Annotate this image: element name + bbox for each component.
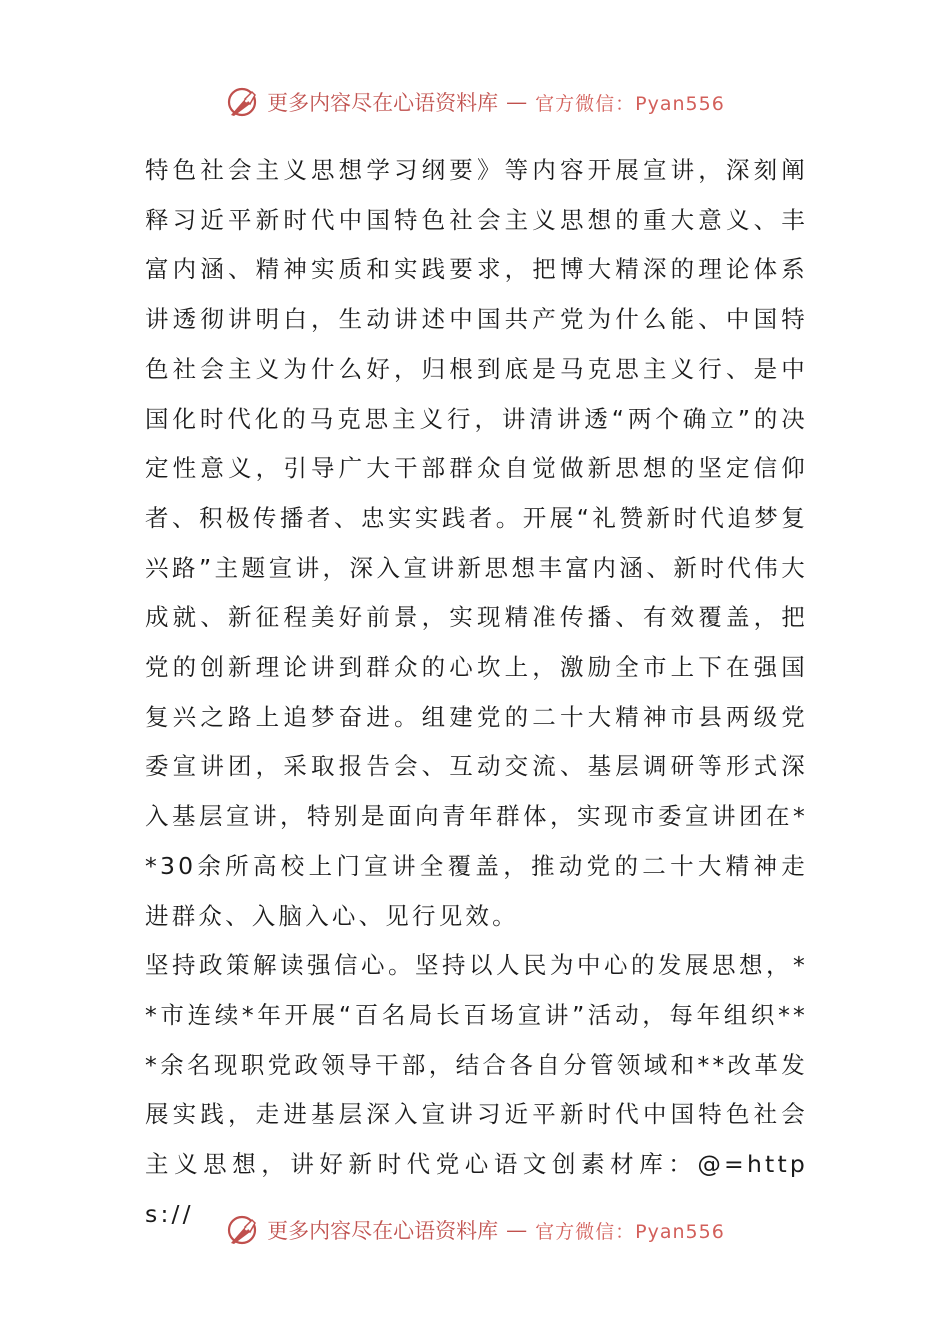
footer-brand-text: 更多内容尽在心语资料库: [267, 1219, 499, 1243]
header-contact-text: 官方微信：Pyan556: [535, 92, 725, 115]
footer-watermark: [0, 1210, 950, 1250]
body-paragraph-1: 特色社会主义思想学习纲要》等内容开展宣讲，深刻阐释习近平新时代中国特色社会主义思想的重大意义、丰富内涵、精神实质和实践要求，把博大精深的理论体系讲透彻讲明白，生动讲述中国共产党为什么能、中国特色社会主义为什么好，归根到底是马克思主义行、是中国化时代化的马克思主义行，讲清讲透“两个确立”的决定性意义，引导广大干部群众自觉做新思想的坚定信仰者、积极传播者、忠实实践者。开展“礼赞新时代追梦复兴路”主题宣讲，深入宣讲新思想丰富内涵、新时代伟大成就、新征程美好前景，实现精准传播、有效覆盖，把党的创新理论讲到群众的心坎上，激励全市上下在强国复兴之路上追梦奋进。组建党的二十大精神市县两级党委宣讲团，采取报告会、互动交流、基层调研等形式深入基层宣讲，特别是面向青年群体，实现市委宣讲团在**30余所高校上门宣讲全覆盖，推动党的二十大精神走进群众、入脑入心、见行见效。: [145, 156, 808, 930]
header-watermark: [0, 82, 950, 122]
header-brand-text: 更多内容尽在心语资料库: [267, 91, 499, 115]
body-paragraph-2: 坚持政策解读强信心。坚持以人民为中心的发展思想，**市连续*年开展“百名局长百场宣讲”活动，每年组织***余名现职党政领导干部，结合各自分管领域和**改革发展实践，走进基层深入宣讲习近平新时代中国特色社会主义思想，讲好新时代党心语文创素材库：@=https://: [145, 951, 808, 1228]
footer-separator: —: [506, 1218, 528, 1242]
header-separator: —: [506, 90, 528, 114]
pen-nib-logo-icon: [225, 85, 259, 119]
document-body: [145, 146, 808, 1239]
pen-nib-logo-icon: [225, 1213, 259, 1247]
footer-contact-text: 官方微信：Pyan556: [535, 1220, 725, 1243]
